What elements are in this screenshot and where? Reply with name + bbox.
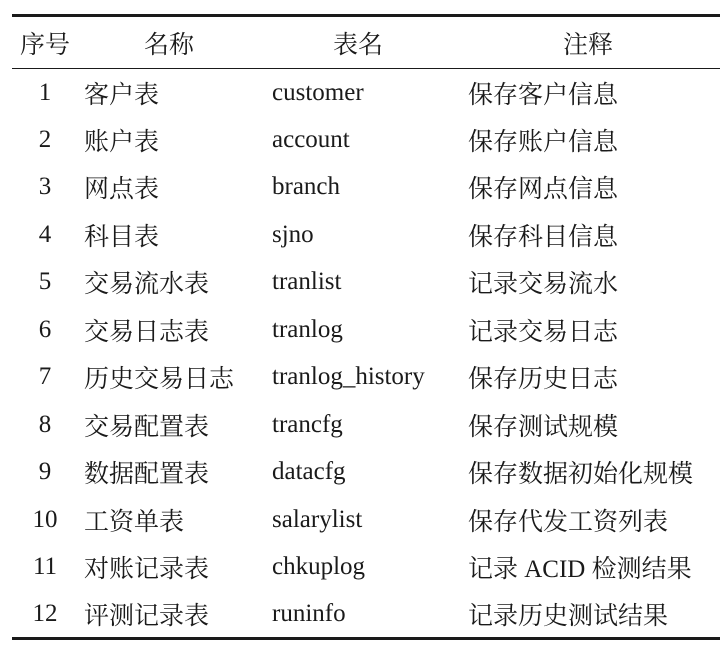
table-row — [12, 354, 720, 402]
cell-table: datacfg — [272, 458, 346, 486]
cell-no: 9 — [38, 458, 52, 486]
cell-no: 4 — [38, 220, 52, 248]
cell-note: 保存测试规模 — [468, 413, 619, 441]
cell-note: 保存账户信息 — [468, 128, 619, 156]
cell-note: 保存历史日志 — [468, 366, 619, 394]
table-row — [12, 69, 720, 117]
cell-table: tranlist — [272, 268, 342, 296]
cell-no: 12 — [32, 600, 58, 627]
table-row — [12, 496, 720, 544]
cell-note: 保存科目信息 — [468, 223, 619, 251]
cell-name: 科目表 — [84, 223, 160, 251]
cell-table: trancfg — [272, 410, 343, 438]
table-row — [12, 544, 720, 592]
cell-name: 客户表 — [84, 81, 160, 109]
table-row — [12, 259, 720, 307]
cell-no: 3 — [38, 173, 52, 201]
cell-no: 11 — [32, 553, 58, 581]
cell-name: 数据配置表 — [84, 461, 210, 489]
cell-table: tranlog — [272, 315, 343, 343]
cell-note: 记录历史测试结果 — [468, 603, 669, 630]
cell-no: 10 — [32, 505, 58, 533]
cell-note: 保存客户信息 — [468, 81, 619, 109]
header-no: 序号 — [12, 16, 78, 69]
cell-no: 1 — [38, 78, 52, 106]
cell-name: 账户表 — [84, 128, 160, 156]
cell-name: 网点表 — [84, 176, 160, 204]
cell-note: 记录 ACID 检测结果 — [468, 556, 692, 584]
cell-name: 交易日志表 — [84, 318, 210, 346]
cell-name: 工资单表 — [84, 508, 185, 536]
table-row — [12, 116, 720, 164]
cell-name: 交易配置表 — [84, 413, 210, 441]
cell-name: 交易流水表 — [84, 271, 210, 299]
header-table: 表名 — [260, 16, 456, 69]
data-table — [12, 14, 720, 640]
table-row — [12, 449, 720, 497]
cell-table: salarylist — [272, 505, 363, 533]
cell-no: 8 — [38, 410, 52, 438]
table-row — [12, 306, 720, 354]
table-row — [12, 591, 720, 639]
cell-no: 7 — [38, 363, 52, 391]
cell-table: account — [272, 125, 350, 153]
header-note: 注释 — [456, 16, 720, 69]
cell-no: 2 — [38, 125, 52, 153]
table-body — [12, 69, 720, 639]
cell-note: 记录交易流水 — [468, 271, 619, 299]
cell-no: 6 — [38, 315, 52, 343]
cell-table: chkuplog — [272, 553, 366, 581]
cell-note: 保存代发工资列表 — [468, 508, 669, 536]
cell-name: 对账记录表 — [84, 556, 210, 584]
table-row — [12, 211, 720, 259]
cell-note: 保存数据初始化规模 — [468, 461, 694, 489]
cell-table: tranlog_history — [272, 363, 425, 391]
cell-table: customer — [272, 78, 364, 106]
cell-name: 评测记录表 — [84, 603, 210, 630]
header-name: 名称 — [78, 16, 260, 69]
cell-no: 5 — [38, 268, 52, 296]
header-row — [12, 16, 720, 69]
cell-table: sjno — [272, 220, 314, 248]
cell-name: 历史交易日志 — [84, 366, 235, 394]
cell-table: branch — [272, 173, 341, 201]
cell-table: runinfo — [272, 600, 346, 627]
cell-note: 保存网点信息 — [468, 176, 619, 204]
table-row — [12, 401, 720, 449]
table-header — [12, 16, 720, 69]
table-row — [12, 164, 720, 212]
cell-note: 记录交易日志 — [468, 318, 619, 346]
